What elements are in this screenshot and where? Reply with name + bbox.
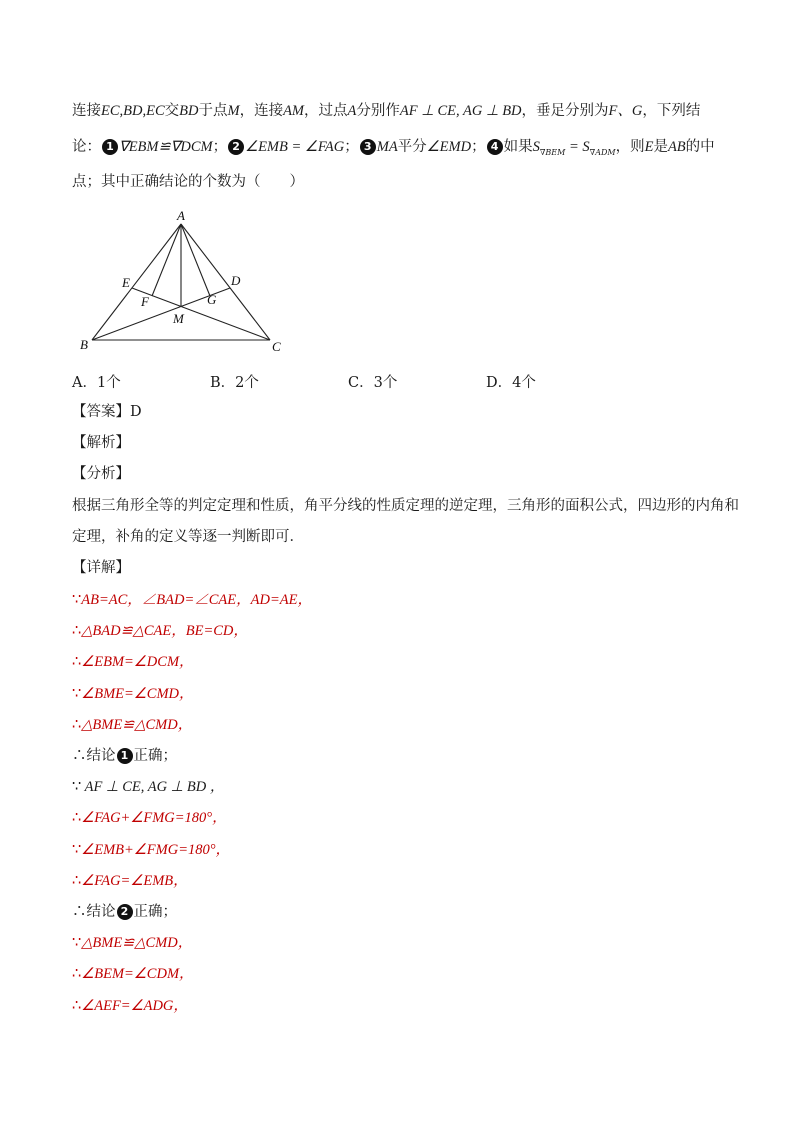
math: EC,BD,EC <box>101 103 165 119</box>
math: AM <box>283 103 305 119</box>
problem-line-3: 点；其中正确结论的个数为（ ） <box>72 174 304 190</box>
solution-step <box>72 621 248 641</box>
step-text: △BME≌△CMD， <box>81 716 193 733</box>
option-a: A．1个 <box>72 375 121 391</box>
point-label-b: B <box>80 337 88 352</box>
option-d: D．4个 <box>486 375 536 391</box>
segment-af <box>152 224 181 296</box>
text: 连接 <box>72 103 101 119</box>
math: AF ⊥ CE, AG ⊥ BD <box>399 103 522 119</box>
step-text: 结论 <box>86 748 116 764</box>
step-text: ∠EMB+∠FMG=180°， <box>81 841 231 858</box>
text: 如果 <box>503 139 533 155</box>
solution-step <box>72 871 188 891</box>
solution-step <box>72 964 194 984</box>
circled-number: 3 <box>360 139 376 155</box>
solution-step <box>72 902 177 922</box>
logic-symbol: ∴ <box>72 716 82 733</box>
problem-line-1 <box>72 101 700 121</box>
answer-label: 【答案】 <box>72 404 130 420</box>
text: 于点 <box>198 103 228 119</box>
solution-step <box>72 840 230 860</box>
xiangjie-heading: 【详解】 <box>72 560 130 576</box>
option-c: C．3个 <box>348 375 398 391</box>
text: ，连接 <box>239 103 284 119</box>
logic-symbol: ∵ <box>72 841 82 858</box>
circled-number: 4 <box>487 139 503 155</box>
logic-symbol: ∴ <box>72 872 82 889</box>
math: ∠EMB = ∠FAG <box>245 139 345 155</box>
segment-ab <box>92 224 181 340</box>
step-text: AB=AC，∠BAD=∠CAE，AD=AE， <box>81 592 312 608</box>
math: F、G <box>608 103 643 119</box>
math-subscript: ∇ADM <box>589 148 616 157</box>
logic-symbol: ∵ <box>72 685 82 702</box>
step-text: ∠BME=∠CMD， <box>81 685 194 702</box>
point-label-m: M <box>173 311 184 326</box>
answer-line <box>72 402 142 422</box>
text: ，过点 <box>304 103 348 119</box>
solution-step <box>72 933 192 953</box>
text: 交 <box>164 103 180 119</box>
analysis-line-1: 根据三角形全等的判定定理和性质，角平分线的性质定理的逆定理，三角形的面积公式，四边形的内角和 <box>72 498 739 514</box>
circled-number: 2 <box>228 139 244 155</box>
math: ∠EMD <box>426 139 472 155</box>
circled-number: 2 <box>117 904 133 920</box>
step-text: ∠AEF=∠ADG， <box>81 997 188 1014</box>
math: ∇EBM≌∇DCM <box>119 139 213 155</box>
logic-symbol: ∴ <box>72 654 82 671</box>
step-text: ∠FAG+∠FMG=180°， <box>81 810 227 827</box>
step-text: △BME≌△CMD， <box>81 935 193 952</box>
logic-symbol: ∵ <box>72 592 82 608</box>
logic-symbol: ∴ <box>72 997 82 1014</box>
segment-ac <box>181 224 270 340</box>
triangle-figure <box>70 203 300 353</box>
step-text: AF ⊥ CE, AG ⊥ BD ， <box>81 779 225 796</box>
step-text: ∠EBM=∠DCM， <box>81 654 194 671</box>
solution-step <box>72 808 227 828</box>
circled-number: 1 <box>117 748 133 764</box>
solution-step <box>72 996 188 1016</box>
text: ； <box>471 139 486 155</box>
answer-value: D <box>130 404 142 420</box>
step-text: ∠BEM=∠CDM， <box>81 966 194 983</box>
logic-symbol: ∵ <box>72 779 82 796</box>
text: ，则 <box>615 139 645 155</box>
circled-number: 1 <box>102 139 118 155</box>
jiexi-heading: 【解析】 <box>72 435 130 451</box>
segment-ag <box>181 224 210 296</box>
point-label-c: C <box>272 339 281 353</box>
text: 平分 <box>397 139 427 155</box>
text: 分别作 <box>356 103 400 119</box>
point-label-d: D <box>231 273 241 288</box>
solution-step <box>72 715 192 735</box>
solution-step <box>72 777 224 797</box>
math: S <box>532 139 540 155</box>
text: ，下列结 <box>642 103 701 119</box>
math: A <box>347 103 357 119</box>
option-b: B．2个 <box>210 375 259 391</box>
logic-symbol: ∴ <box>72 904 87 920</box>
logic-symbol: ∵ <box>72 935 82 952</box>
text: 论： <box>72 139 101 155</box>
step-text: ∠FAG=∠EMB， <box>81 872 188 889</box>
segment-ec <box>132 288 270 340</box>
point-label-a: A <box>177 208 185 223</box>
text: 的中 <box>685 139 715 155</box>
math: MA <box>376 139 398 155</box>
problem-line-2 <box>72 137 715 159</box>
analysis-line-2: 定理，补角的定义等逐一判断即可． <box>72 529 304 545</box>
text: 是 <box>653 139 668 155</box>
math: BD <box>179 103 199 119</box>
step-text: 结论 <box>86 904 116 920</box>
math: M <box>227 103 240 119</box>
logic-symbol: ∴ <box>72 966 82 983</box>
solution-step <box>72 746 177 766</box>
step-text: 正确； <box>133 748 177 764</box>
math: AB <box>667 139 686 155</box>
solution-step <box>72 590 312 610</box>
logic-symbol: ∴ <box>72 748 87 764</box>
text: ； <box>344 139 359 155</box>
fenxi-heading: 【分析】 <box>72 466 130 482</box>
text: ，垂足分别为 <box>521 103 609 119</box>
math: = S <box>565 139 590 155</box>
point-label-e: E <box>122 275 130 290</box>
math: E <box>644 139 654 155</box>
point-label-f: F <box>141 294 149 309</box>
math-subscript: ∇BEM <box>539 148 566 157</box>
solution-step <box>72 684 194 704</box>
logic-symbol: ∴ <box>72 810 82 827</box>
point-label-g: G <box>207 292 217 307</box>
step-text: 正确； <box>133 904 177 920</box>
solution-step <box>72 652 194 672</box>
text: ； <box>212 139 228 155</box>
step-text: △BAD≌△CAE，BE=CD， <box>81 623 248 640</box>
logic-symbol: ∴ <box>72 623 82 640</box>
